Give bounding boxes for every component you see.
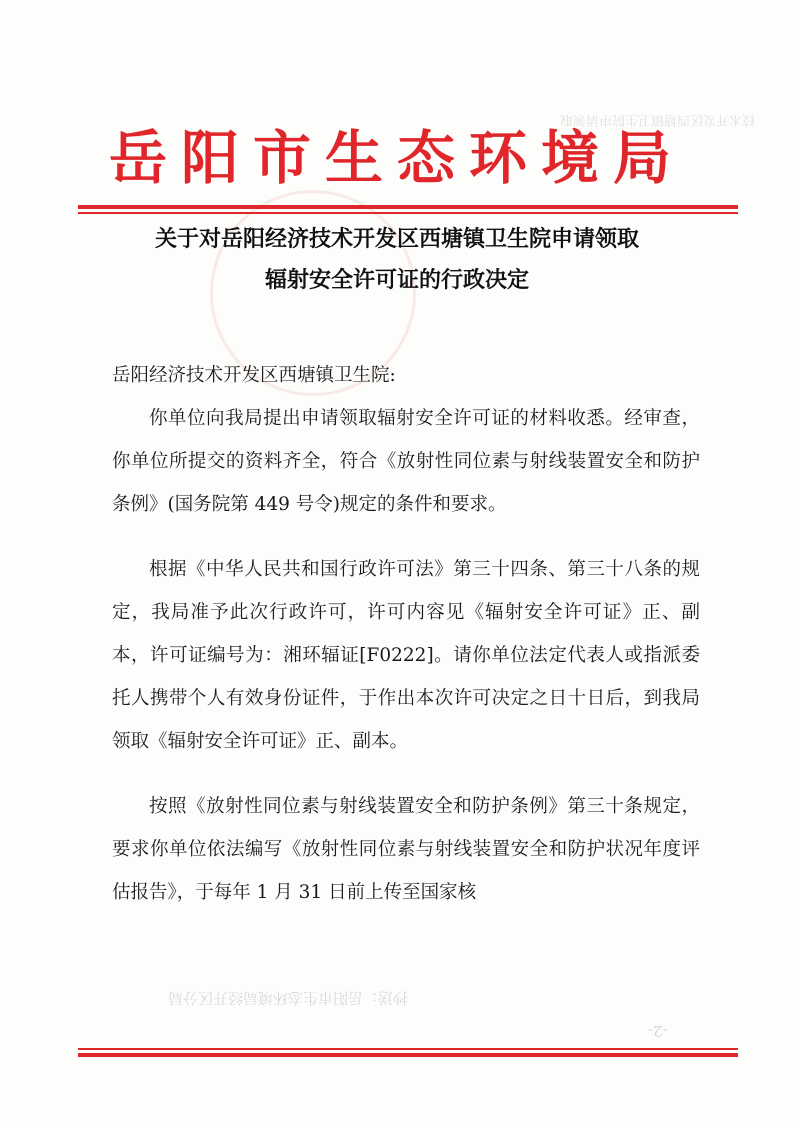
footer-rule-thin: [78, 1048, 738, 1050]
letterhead-rule-thick: [78, 205, 738, 209]
bleed-through-page-number: -2-: [648, 1022, 668, 1040]
bleed-through-bottom-text: 抄送：岳阳市生态环境局经开区分局: [168, 989, 409, 1007]
letterhead-rule-thin: [78, 212, 738, 214]
document-body: [112, 354, 700, 914]
document-title-line-1: 关于对岳阳经济技术开发区西塘镇卫生院申请领取: [154, 226, 639, 252]
body-paragraph: 你单位向我局提出申请领取辐射安全许可证的材料收悉。经审查，你单位所提交的资料齐全，符合《放射性同位素与射线装置安全和防护条例》(国务院第 449 号令)规定的条件和要求。: [112, 408, 700, 515]
body-paragraph: 根据《中华人民共和国行政许可法》第三十四条、第三十八条的规定，我局准予此次行政许可，许可内容见《辐射安全许可证》正、副本，许可证编号为：湘环辐证[F0222]。请你单位法定代表人或指派委托人携带个人有效身份证件，于作出本次许可决定之日十日后，到我局领取《辐射安全许可证》正、副本。: [112, 559, 700, 752]
footer-rule-thick: [78, 1053, 738, 1057]
salutation: 岳阳经济技术开发区西塘镇卫生院:: [112, 365, 396, 386]
agency-letterhead: 岳阳市生态环境局: [108, 124, 685, 192]
body-paragraph: 按照《放射性同位素与射线装置安全和防护条例》第三十条规定，要求你单位依法编写《放射性同位素与射线装置安全和防护状况年度评估报告》，于每年 1 月 31 日前上传至国家核: [112, 796, 700, 903]
bleed-through-top-text: 技术开发区西塘镇卫生院申请领取: [560, 112, 756, 127]
document-title-line-2: 辐射安全许可证的行政决定: [264, 267, 529, 293]
